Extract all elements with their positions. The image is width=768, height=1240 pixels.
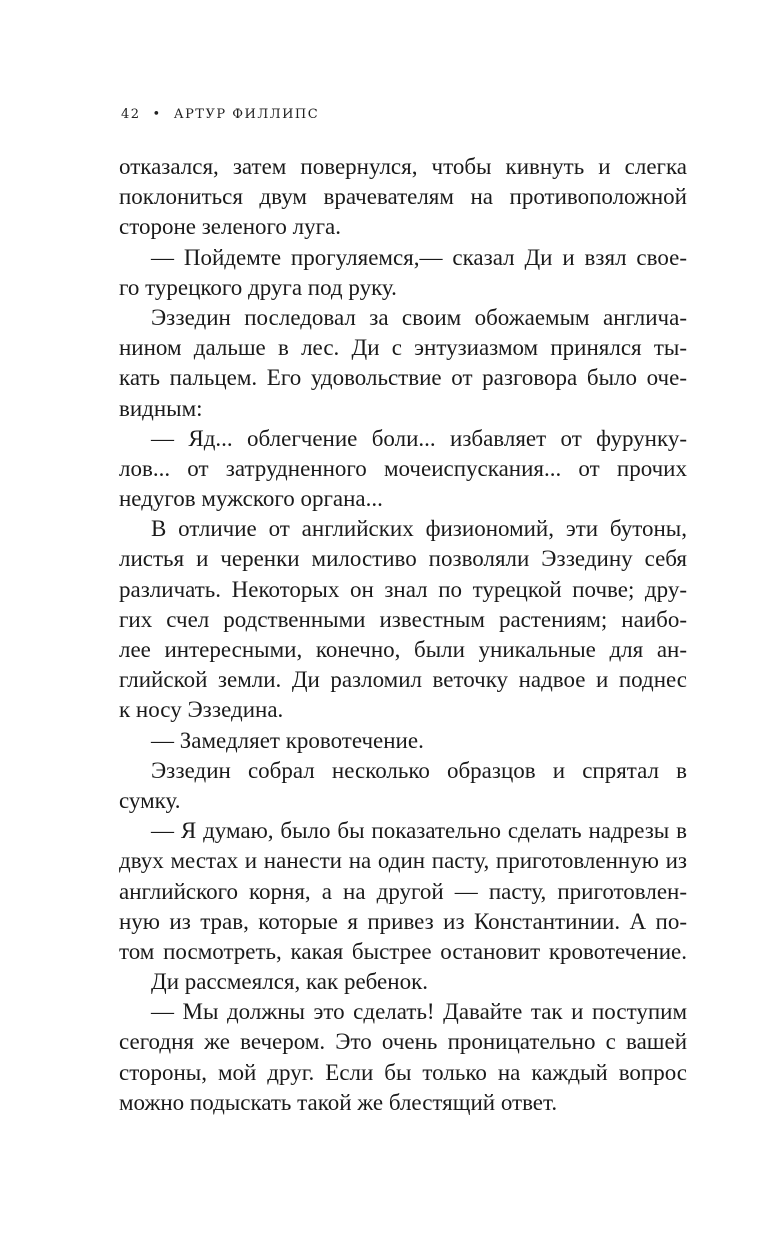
- author-name: АРТУР ФИЛЛИПС: [173, 107, 320, 122]
- text-line: различать. Некоторых он знал по турецкой почве; дру-: [119, 576, 687, 602]
- text-line: — Я думаю, было бы показательно сделать надрезы в: [151, 818, 687, 844]
- text-line: Эззедин последовал за своим обожаемым англича-: [151, 304, 687, 330]
- text-line: том посмотреть, какая быстрее остановит кровотечение.: [119, 938, 687, 964]
- page-number: 42: [121, 107, 141, 122]
- text-line: нином дальше в лес. Ди с энтузиазмом принялся ты-: [119, 335, 687, 361]
- text-line: — Замедляет кровотечение.: [151, 727, 424, 753]
- text-line: го турецкого друга под руку.: [119, 274, 397, 300]
- text-line: глийской земли. Ди разломил веточку надвое и поднес: [119, 667, 687, 693]
- text-line: Эззедин собрал несколько образцов и спрятал в: [151, 757, 687, 783]
- text-line: — Яд... облегчение боли... избавляет от фурунку-: [151, 425, 687, 451]
- body-text: [119, 152, 687, 1118]
- text-line: к носу Эззедина.: [119, 697, 284, 723]
- text-line: можно подыскать такой же блестящий ответ.: [119, 1089, 558, 1115]
- text-line: ную из трав, которые я привез из Константинии. А по-: [119, 908, 687, 934]
- text-line: лов... от затрудненного мочеиспускания... от прочих: [119, 455, 687, 481]
- text-line: видным:: [119, 395, 203, 421]
- text-line: листья и черенки милостиво позволяли Эззедину себя: [119, 546, 687, 572]
- text-line: лее интересными, конечно, были уникальные для ан-: [119, 637, 687, 662]
- text-line: английского корня, а на другой — пасту, приготовлен-: [119, 878, 687, 904]
- text-line: поклониться двум врачевателям на противоположной: [119, 184, 687, 210]
- text-line: недугов мужского органа...: [119, 486, 383, 512]
- text-line: сегодня же вечером. Это очень проницательно с вашей: [119, 1029, 687, 1055]
- header-separator: •: [152, 107, 162, 122]
- text-line: сумку.: [119, 787, 181, 813]
- text-line: В отличие от английских физиономий, эти бутоны,: [151, 516, 687, 542]
- text-line: стороне зеленого луга.: [119, 214, 341, 240]
- text-line: гих счел родственными известным растениям; наибо-: [119, 606, 687, 632]
- text-line: двух местах и нанести на один пасту, приготовленную из: [119, 848, 687, 874]
- text-line: отказался, затем повернулся, чтобы кивнуть и слегка: [119, 154, 687, 179]
- text-line: — Мы должны это сделать! Давайте так и поступим: [151, 999, 687, 1025]
- text-line: кать пальцем. Его удовольствие от разговора было оче-: [119, 365, 687, 391]
- text-line: стороны, мой друг. Если бы только на каждый вопрос: [119, 1059, 687, 1085]
- text-line: Ди рассмеялся, как ребенок.: [151, 969, 428, 995]
- running-head: [121, 107, 319, 122]
- text-line: — Пойдемте прогуляемся,— сказал Ди и взял свое-: [151, 244, 687, 270]
